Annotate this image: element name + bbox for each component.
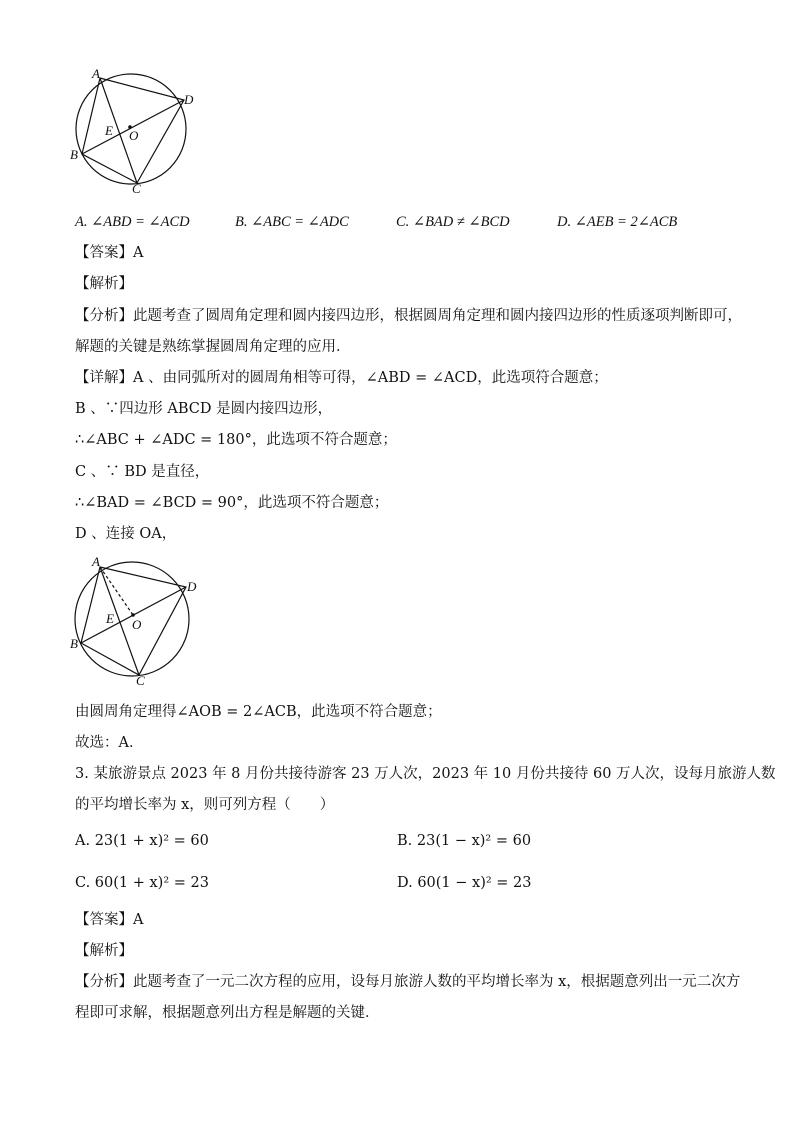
label-b: B — [70, 636, 78, 651]
q2-detail-line-2: B 、∵四边形 ABCD 是圆内接四边形， — [75, 401, 333, 417]
q2-fenxi-line-1: 【分析】此题考查了圆周角定理和圆内接四边形，根据圆周角定理和圆内接四边形的性质逐项判断即可， — [75, 308, 742, 324]
q3-stem-line-2: 的平均增长率为 x，则可列方程（ ） — [75, 797, 335, 813]
segment-oa-dashed — [100, 567, 133, 615]
q2-detail-line-7: 由圆周角定理得∠AOB = 2∠ACB，此选项不符合题意； — [75, 704, 442, 720]
q3-stem-line-1: 3. 某旅游景点 2023 年 8 月份共接待游客 23 万人次，2023 年 10 月份共接待 60 万人次，设每月旅游人数 — [75, 766, 776, 782]
q2-option-c: C. ∠BAD ≠ ∠BCD — [396, 214, 510, 230]
q3-fenxi-line-2: 程即可求解，根据题意列出方程是解题的关键． — [75, 1005, 380, 1021]
label-e: E — [106, 611, 114, 626]
q2-fenxi-line-2: 解题的关键是熟练掌握圆周角定理的应用． — [75, 339, 351, 355]
label-d: D — [184, 92, 194, 107]
label-a: A — [92, 66, 100, 81]
label-c: C — [136, 673, 145, 688]
q3-answer: 【答案】A — [75, 912, 144, 928]
circle-figure-2 — [60, 552, 205, 692]
q2-detail-line-3: ∴∠ABC + ∠ADC = 180°，此选项不符合题意； — [75, 432, 397, 448]
label-a: A — [92, 554, 100, 569]
q2-detail-line-1: 【详解】A 、由同弧所对的圆周角相等可得，∠ABD = ∠ACD，此选项符合题意； — [75, 370, 608, 386]
label-e: E — [105, 123, 113, 138]
q2-option-b: B. ∠ABC = ∠ADC — [235, 214, 349, 230]
q3-fenxi-line-1: 【分析】此题考查了一元二次方程的应用，设每月旅游人数的平均增长率为 x，根据题意列出一元二次方 — [75, 974, 741, 990]
q2-analysis-label: 【解析】 — [75, 276, 133, 292]
q2-detail-line-5: ∴∠BAD = ∠BCD = 90°，此选项不符合题意； — [75, 495, 389, 511]
q3-option-c: C. 60(1 + x)² = 23 — [75, 875, 209, 891]
q2-option-a: A. ∠ABD = ∠ACD — [75, 214, 190, 230]
q2-detail-line-4: C 、∵ BD 是直径， — [75, 464, 210, 480]
q3-option-b: B. 23(1 − x)² = 60 — [397, 833, 532, 849]
label-b: B — [70, 147, 78, 162]
q3-option-d: D. 60(1 − x)² = 23 — [397, 875, 532, 891]
q2-conclusion: 故选：A． — [75, 735, 144, 751]
label-c: C — [132, 181, 141, 196]
circle-figure-1 — [60, 62, 200, 197]
label-o: O — [132, 617, 142, 632]
label-d: D — [187, 579, 197, 594]
q3-option-a: A. 23(1 + x)² = 60 — [75, 833, 209, 849]
q2-answer: 【答案】A — [75, 245, 144, 261]
q3-analysis-label: 【解析】 — [75, 943, 133, 959]
label-o: O — [129, 128, 139, 143]
q2-detail-line-6: D 、连接 OA， — [75, 526, 177, 542]
q2-option-d: D. ∠AEB = 2∠ACB — [557, 214, 678, 230]
